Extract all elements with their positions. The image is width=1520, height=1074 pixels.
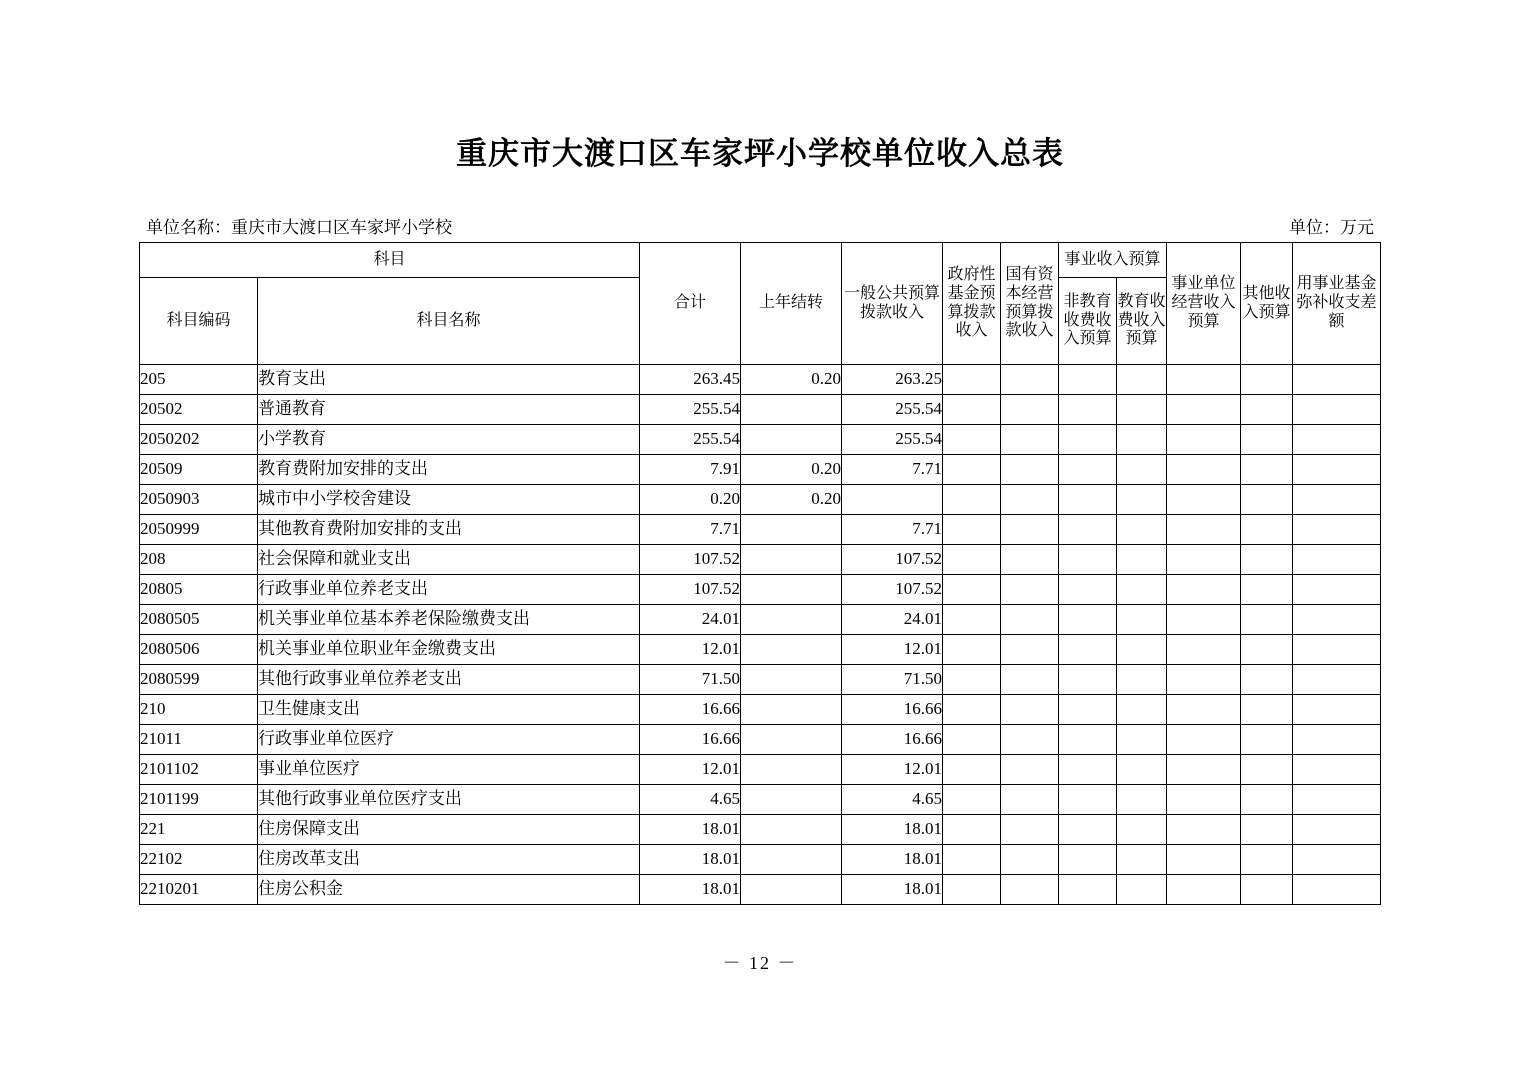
- table-row: [139, 515, 1380, 545]
- cell-general-public-budget: 24.01: [842, 605, 943, 635]
- cell-other-income: [1241, 545, 1293, 575]
- cell-career-fund-offset: [1293, 815, 1381, 845]
- cell-gov-fund-budget: [943, 755, 1001, 785]
- cell-career-unit-operating: [1167, 455, 1241, 485]
- unit-measure-label: 单位：万元: [1289, 218, 1374, 237]
- cell-non-edu-fee-income: [1059, 785, 1117, 815]
- cell-edu-fee-income: [1117, 635, 1167, 665]
- cell-gov-fund-budget: [943, 815, 1001, 845]
- cell-general-public-budget: 7.71: [842, 515, 943, 545]
- cell-total: 12.01: [640, 635, 741, 665]
- cell-career-fund-offset: [1293, 425, 1381, 455]
- cell-state-capital-budget: [1001, 515, 1059, 545]
- table-row: [139, 395, 1380, 425]
- page-number: － 12 －: [722, 953, 798, 973]
- cell-other-income: [1241, 455, 1293, 485]
- cell-gov-fund-budget: [943, 845, 1001, 875]
- cell-general-public-budget: 12.01: [842, 635, 943, 665]
- cell-career-unit-operating: [1167, 695, 1241, 725]
- table-row: [139, 635, 1380, 665]
- cell-career-unit-operating: [1167, 665, 1241, 695]
- cell-career-fund-offset: [1293, 725, 1381, 755]
- header-edu-fee-income: 教育收费收入预算: [1117, 278, 1167, 365]
- cell-carryover: 0.20: [741, 455, 842, 485]
- cell-other-income: [1241, 575, 1293, 605]
- header-carryover: 上年结转: [741, 243, 842, 365]
- cell-edu-fee-income: [1117, 455, 1167, 485]
- cell-career-unit-operating: [1167, 785, 1241, 815]
- cell-gov-fund-budget: [943, 635, 1001, 665]
- cell-career-fund-offset: [1293, 485, 1381, 515]
- cell-subject-code: 2101199: [139, 785, 257, 815]
- table-row: [139, 455, 1380, 485]
- cell-carryover: [741, 695, 842, 725]
- cell-carryover: [741, 545, 842, 575]
- cell-non-edu-fee-income: [1059, 545, 1117, 575]
- cell-edu-fee-income: [1117, 665, 1167, 695]
- cell-general-public-budget: 107.52: [842, 545, 943, 575]
- cell-edu-fee-income: [1117, 395, 1167, 425]
- cell-non-edu-fee-income: [1059, 815, 1117, 845]
- cell-career-fund-offset: [1293, 395, 1381, 425]
- table-row: [139, 695, 1380, 725]
- cell-carryover: [741, 395, 842, 425]
- table-row: [139, 425, 1380, 455]
- cell-carryover: 0.20: [741, 365, 842, 395]
- header-other-income: 其他收入预算: [1241, 243, 1293, 365]
- cell-gov-fund-budget: [943, 785, 1001, 815]
- cell-total: 18.01: [640, 845, 741, 875]
- cell-career-unit-operating: [1167, 365, 1241, 395]
- cell-other-income: [1241, 815, 1293, 845]
- cell-gov-fund-budget: [943, 395, 1001, 425]
- cell-career-unit-operating: [1167, 575, 1241, 605]
- cell-gov-fund-budget: [943, 725, 1001, 755]
- cell-career-unit-operating: [1167, 515, 1241, 545]
- cell-carryover: [741, 575, 842, 605]
- table-row: [139, 845, 1380, 875]
- table-row: [139, 725, 1380, 755]
- cell-subject-name: 行政事业单位养老支出: [257, 575, 639, 605]
- cell-total: 16.66: [640, 725, 741, 755]
- cell-other-income: [1241, 605, 1293, 635]
- cell-general-public-budget: 7.71: [842, 455, 943, 485]
- cell-other-income: [1241, 665, 1293, 695]
- header-gov-fund-budget: 政府性基金预算拨款收入: [943, 243, 1001, 365]
- cell-carryover: [741, 425, 842, 455]
- cell-subject-name: 行政事业单位医疗: [257, 725, 639, 755]
- table-row: [139, 815, 1380, 845]
- cell-total: 255.54: [640, 395, 741, 425]
- cell-carryover: 0.20: [741, 485, 842, 515]
- header-subject-name: 科目名称: [257, 278, 639, 365]
- cell-state-capital-budget: [1001, 785, 1059, 815]
- cell-edu-fee-income: [1117, 605, 1167, 635]
- cell-state-capital-budget: [1001, 695, 1059, 725]
- cell-other-income: [1241, 725, 1293, 755]
- table-row: [139, 785, 1380, 815]
- cell-other-income: [1241, 755, 1293, 785]
- cell-career-unit-operating: [1167, 545, 1241, 575]
- cell-career-unit-operating: [1167, 845, 1241, 875]
- cell-subject-code: 21011: [139, 725, 257, 755]
- cell-subject-code: 20509: [139, 455, 257, 485]
- cell-total: 7.71: [640, 515, 741, 545]
- header-career-unit-operating: 事业单位经营收入预算: [1167, 243, 1241, 365]
- cell-other-income: [1241, 635, 1293, 665]
- cell-career-fund-offset: [1293, 785, 1381, 815]
- cell-state-capital-budget: [1001, 875, 1059, 905]
- cell-state-capital-budget: [1001, 365, 1059, 395]
- cell-non-edu-fee-income: [1059, 455, 1117, 485]
- cell-carryover: [741, 515, 842, 545]
- cell-subject-name: 机关事业单位基本养老保险缴费支出: [257, 605, 639, 635]
- cell-other-income: [1241, 845, 1293, 875]
- cell-subject-name: 教育费附加安排的支出: [257, 455, 639, 485]
- cell-carryover: [741, 725, 842, 755]
- cell-general-public-budget: 18.01: [842, 875, 943, 905]
- cell-state-capital-budget: [1001, 575, 1059, 605]
- cell-non-edu-fee-income: [1059, 635, 1117, 665]
- cell-carryover: [741, 785, 842, 815]
- cell-career-fund-offset: [1293, 635, 1381, 665]
- cell-total: 71.50: [640, 665, 741, 695]
- cell-subject-name: 城市中小学校舍建设: [257, 485, 639, 515]
- cell-career-fund-offset: [1293, 515, 1381, 545]
- cell-gov-fund-budget: [943, 515, 1001, 545]
- budget-income-table: [139, 242, 1381, 905]
- cell-career-fund-offset: [1293, 365, 1381, 395]
- cell-state-capital-budget: [1001, 425, 1059, 455]
- cell-general-public-budget: 71.50: [842, 665, 943, 695]
- cell-non-edu-fee-income: [1059, 395, 1117, 425]
- cell-career-unit-operating: [1167, 395, 1241, 425]
- cell-other-income: [1241, 515, 1293, 545]
- unit-name-label: 单位名称：重庆市大渡口区车家坪小学校: [146, 218, 452, 237]
- cell-state-capital-budget: [1001, 455, 1059, 485]
- table-header-row-1: [139, 243, 1380, 278]
- cell-carryover: [741, 845, 842, 875]
- cell-other-income: [1241, 395, 1293, 425]
- cell-state-capital-budget: [1001, 485, 1059, 515]
- cell-state-capital-budget: [1001, 755, 1059, 785]
- cell-career-fund-offset: [1293, 665, 1381, 695]
- cell-non-edu-fee-income: [1059, 665, 1117, 695]
- cell-total: 0.20: [640, 485, 741, 515]
- table-row: [139, 875, 1380, 905]
- cell-subject-code: 208: [139, 545, 257, 575]
- cell-total: 4.65: [640, 785, 741, 815]
- cell-non-edu-fee-income: [1059, 515, 1117, 545]
- cell-edu-fee-income: [1117, 365, 1167, 395]
- cell-general-public-budget: 263.25: [842, 365, 943, 395]
- cell-gov-fund-budget: [943, 485, 1001, 515]
- cell-career-fund-offset: [1293, 575, 1381, 605]
- cell-non-edu-fee-income: [1059, 725, 1117, 755]
- cell-subject-name: 其他教育费附加安排的支出: [257, 515, 639, 545]
- cell-state-capital-budget: [1001, 545, 1059, 575]
- table-body: [139, 365, 1380, 905]
- cell-other-income: [1241, 365, 1293, 395]
- document-meta: [144, 213, 1376, 242]
- cell-gov-fund-budget: [943, 695, 1001, 725]
- cell-carryover: [741, 875, 842, 905]
- cell-gov-fund-budget: [943, 665, 1001, 695]
- cell-subject-code: 20502: [139, 395, 257, 425]
- cell-career-unit-operating: [1167, 485, 1241, 515]
- cell-general-public-budget: 12.01: [842, 755, 943, 785]
- cell-career-unit-operating: [1167, 875, 1241, 905]
- cell-total: 7.91: [640, 455, 741, 485]
- cell-subject-code: 205: [139, 365, 257, 395]
- cell-other-income: [1241, 785, 1293, 815]
- cell-edu-fee-income: [1117, 845, 1167, 875]
- table-row: [139, 755, 1380, 785]
- cell-subject-name: 普通教育: [257, 395, 639, 425]
- cell-edu-fee-income: [1117, 725, 1167, 755]
- cell-general-public-budget: [842, 485, 943, 515]
- cell-subject-name: 住房保障支出: [257, 815, 639, 845]
- cell-other-income: [1241, 485, 1293, 515]
- cell-gov-fund-budget: [943, 545, 1001, 575]
- table-row: [139, 545, 1380, 575]
- cell-edu-fee-income: [1117, 575, 1167, 605]
- cell-carryover: [741, 635, 842, 665]
- header-general-public-budget: 一般公共预算拨款收入: [842, 243, 943, 365]
- cell-carryover: [741, 605, 842, 635]
- header-total: 合计: [640, 243, 741, 365]
- header-non-edu-fee-income: 非教育收费收入预算: [1059, 278, 1117, 365]
- cell-general-public-budget: 18.01: [842, 845, 943, 875]
- cell-career-fund-offset: [1293, 605, 1381, 635]
- cell-state-capital-budget: [1001, 725, 1059, 755]
- cell-total: 12.01: [640, 755, 741, 785]
- cell-other-income: [1241, 425, 1293, 455]
- cell-general-public-budget: 255.54: [842, 425, 943, 455]
- cell-state-capital-budget: [1001, 605, 1059, 635]
- header-subject-group: 科目: [139, 243, 639, 278]
- cell-edu-fee-income: [1117, 515, 1167, 545]
- cell-career-unit-operating: [1167, 815, 1241, 845]
- cell-carryover: [741, 815, 842, 845]
- cell-state-capital-budget: [1001, 815, 1059, 845]
- cell-subject-name: 小学教育: [257, 425, 639, 455]
- cell-subject-code: 22102: [139, 845, 257, 875]
- cell-carryover: [741, 665, 842, 695]
- cell-subject-name: 社会保障和就业支出: [257, 545, 639, 575]
- table-row: [139, 605, 1380, 635]
- table-row: [139, 575, 1380, 605]
- cell-general-public-budget: 107.52: [842, 575, 943, 605]
- cell-total: 24.01: [640, 605, 741, 635]
- cell-other-income: [1241, 695, 1293, 725]
- cell-subject-code: 2080506: [139, 635, 257, 665]
- cell-state-capital-budget: [1001, 845, 1059, 875]
- cell-general-public-budget: 255.54: [842, 395, 943, 425]
- cell-edu-fee-income: [1117, 875, 1167, 905]
- cell-other-income: [1241, 875, 1293, 905]
- cell-subject-name: 住房公积金: [257, 875, 639, 905]
- cell-subject-code: 2050202: [139, 425, 257, 455]
- cell-subject-code: 2050903: [139, 485, 257, 515]
- header-career-income-group: 事业收入预算: [1059, 243, 1167, 278]
- cell-subject-name: 住房改革支出: [257, 845, 639, 875]
- cell-state-capital-budget: [1001, 395, 1059, 425]
- cell-career-unit-operating: [1167, 605, 1241, 635]
- cell-career-unit-operating: [1167, 425, 1241, 455]
- cell-subject-code: 20805: [139, 575, 257, 605]
- cell-non-edu-fee-income: [1059, 875, 1117, 905]
- cell-subject-code: 2050999: [139, 515, 257, 545]
- cell-career-fund-offset: [1293, 875, 1381, 905]
- cell-subject-name: 卫生健康支出: [257, 695, 639, 725]
- table-row: [139, 365, 1380, 395]
- cell-state-capital-budget: [1001, 665, 1059, 695]
- cell-general-public-budget: 16.66: [842, 695, 943, 725]
- cell-edu-fee-income: [1117, 755, 1167, 785]
- header-career-fund-offset: 用事业基金弥补收支差额: [1293, 243, 1381, 365]
- cell-non-edu-fee-income: [1059, 605, 1117, 635]
- cell-edu-fee-income: [1117, 425, 1167, 455]
- cell-gov-fund-budget: [943, 365, 1001, 395]
- cell-general-public-budget: 4.65: [842, 785, 943, 815]
- cell-subject-code: 210: [139, 695, 257, 725]
- cell-non-edu-fee-income: [1059, 485, 1117, 515]
- header-state-capital-budget: 国有资本经营预算拨款收入: [1001, 243, 1059, 365]
- cell-carryover: [741, 755, 842, 785]
- cell-non-edu-fee-income: [1059, 425, 1117, 455]
- cell-career-fund-offset: [1293, 695, 1381, 725]
- cell-non-edu-fee-income: [1059, 755, 1117, 785]
- cell-career-unit-operating: [1167, 725, 1241, 755]
- cell-subject-name: 其他行政事业单位养老支出: [257, 665, 639, 695]
- cell-total: 16.66: [640, 695, 741, 725]
- table-row: [139, 665, 1380, 695]
- cell-career-unit-operating: [1167, 635, 1241, 665]
- cell-career-fund-offset: [1293, 755, 1381, 785]
- cell-career-fund-offset: [1293, 455, 1381, 485]
- cell-non-edu-fee-income: [1059, 845, 1117, 875]
- cell-career-unit-operating: [1167, 755, 1241, 785]
- cell-total: 107.52: [640, 575, 741, 605]
- cell-gov-fund-budget: [943, 425, 1001, 455]
- cell-edu-fee-income: [1117, 485, 1167, 515]
- cell-non-edu-fee-income: [1059, 365, 1117, 395]
- cell-gov-fund-budget: [943, 575, 1001, 605]
- cell-edu-fee-income: [1117, 785, 1167, 815]
- cell-subject-code: 2210201: [139, 875, 257, 905]
- cell-subject-name: 教育支出: [257, 365, 639, 395]
- cell-subject-name: 机关事业单位职业年金缴费支出: [257, 635, 639, 665]
- cell-state-capital-budget: [1001, 635, 1059, 665]
- header-subject-code: 科目编码: [139, 278, 257, 365]
- cell-subject-code: 2080505: [139, 605, 257, 635]
- cell-edu-fee-income: [1117, 815, 1167, 845]
- cell-gov-fund-budget: [943, 875, 1001, 905]
- cell-general-public-budget: 16.66: [842, 725, 943, 755]
- table-row: [139, 485, 1380, 515]
- cell-subject-code: 221: [139, 815, 257, 845]
- cell-total: 18.01: [640, 875, 741, 905]
- page-title: 重庆市大渡口区车家坪小学校单位收入总表: [456, 136, 1064, 171]
- cell-gov-fund-budget: [943, 455, 1001, 485]
- cell-total: 18.01: [640, 815, 741, 845]
- cell-edu-fee-income: [1117, 695, 1167, 725]
- cell-subject-name: 其他行政事业单位医疗支出: [257, 785, 639, 815]
- cell-subject-name: 事业单位医疗: [257, 755, 639, 785]
- cell-non-edu-fee-income: [1059, 695, 1117, 725]
- cell-gov-fund-budget: [943, 605, 1001, 635]
- cell-career-fund-offset: [1293, 845, 1381, 875]
- cell-subject-code: 2101102: [139, 755, 257, 785]
- cell-total: 107.52: [640, 545, 741, 575]
- cell-total: 255.54: [640, 425, 741, 455]
- cell-edu-fee-income: [1117, 545, 1167, 575]
- cell-total: 263.45: [640, 365, 741, 395]
- cell-non-edu-fee-income: [1059, 575, 1117, 605]
- cell-subject-code: 2080599: [139, 665, 257, 695]
- cell-career-fund-offset: [1293, 545, 1381, 575]
- cell-general-public-budget: 18.01: [842, 815, 943, 845]
